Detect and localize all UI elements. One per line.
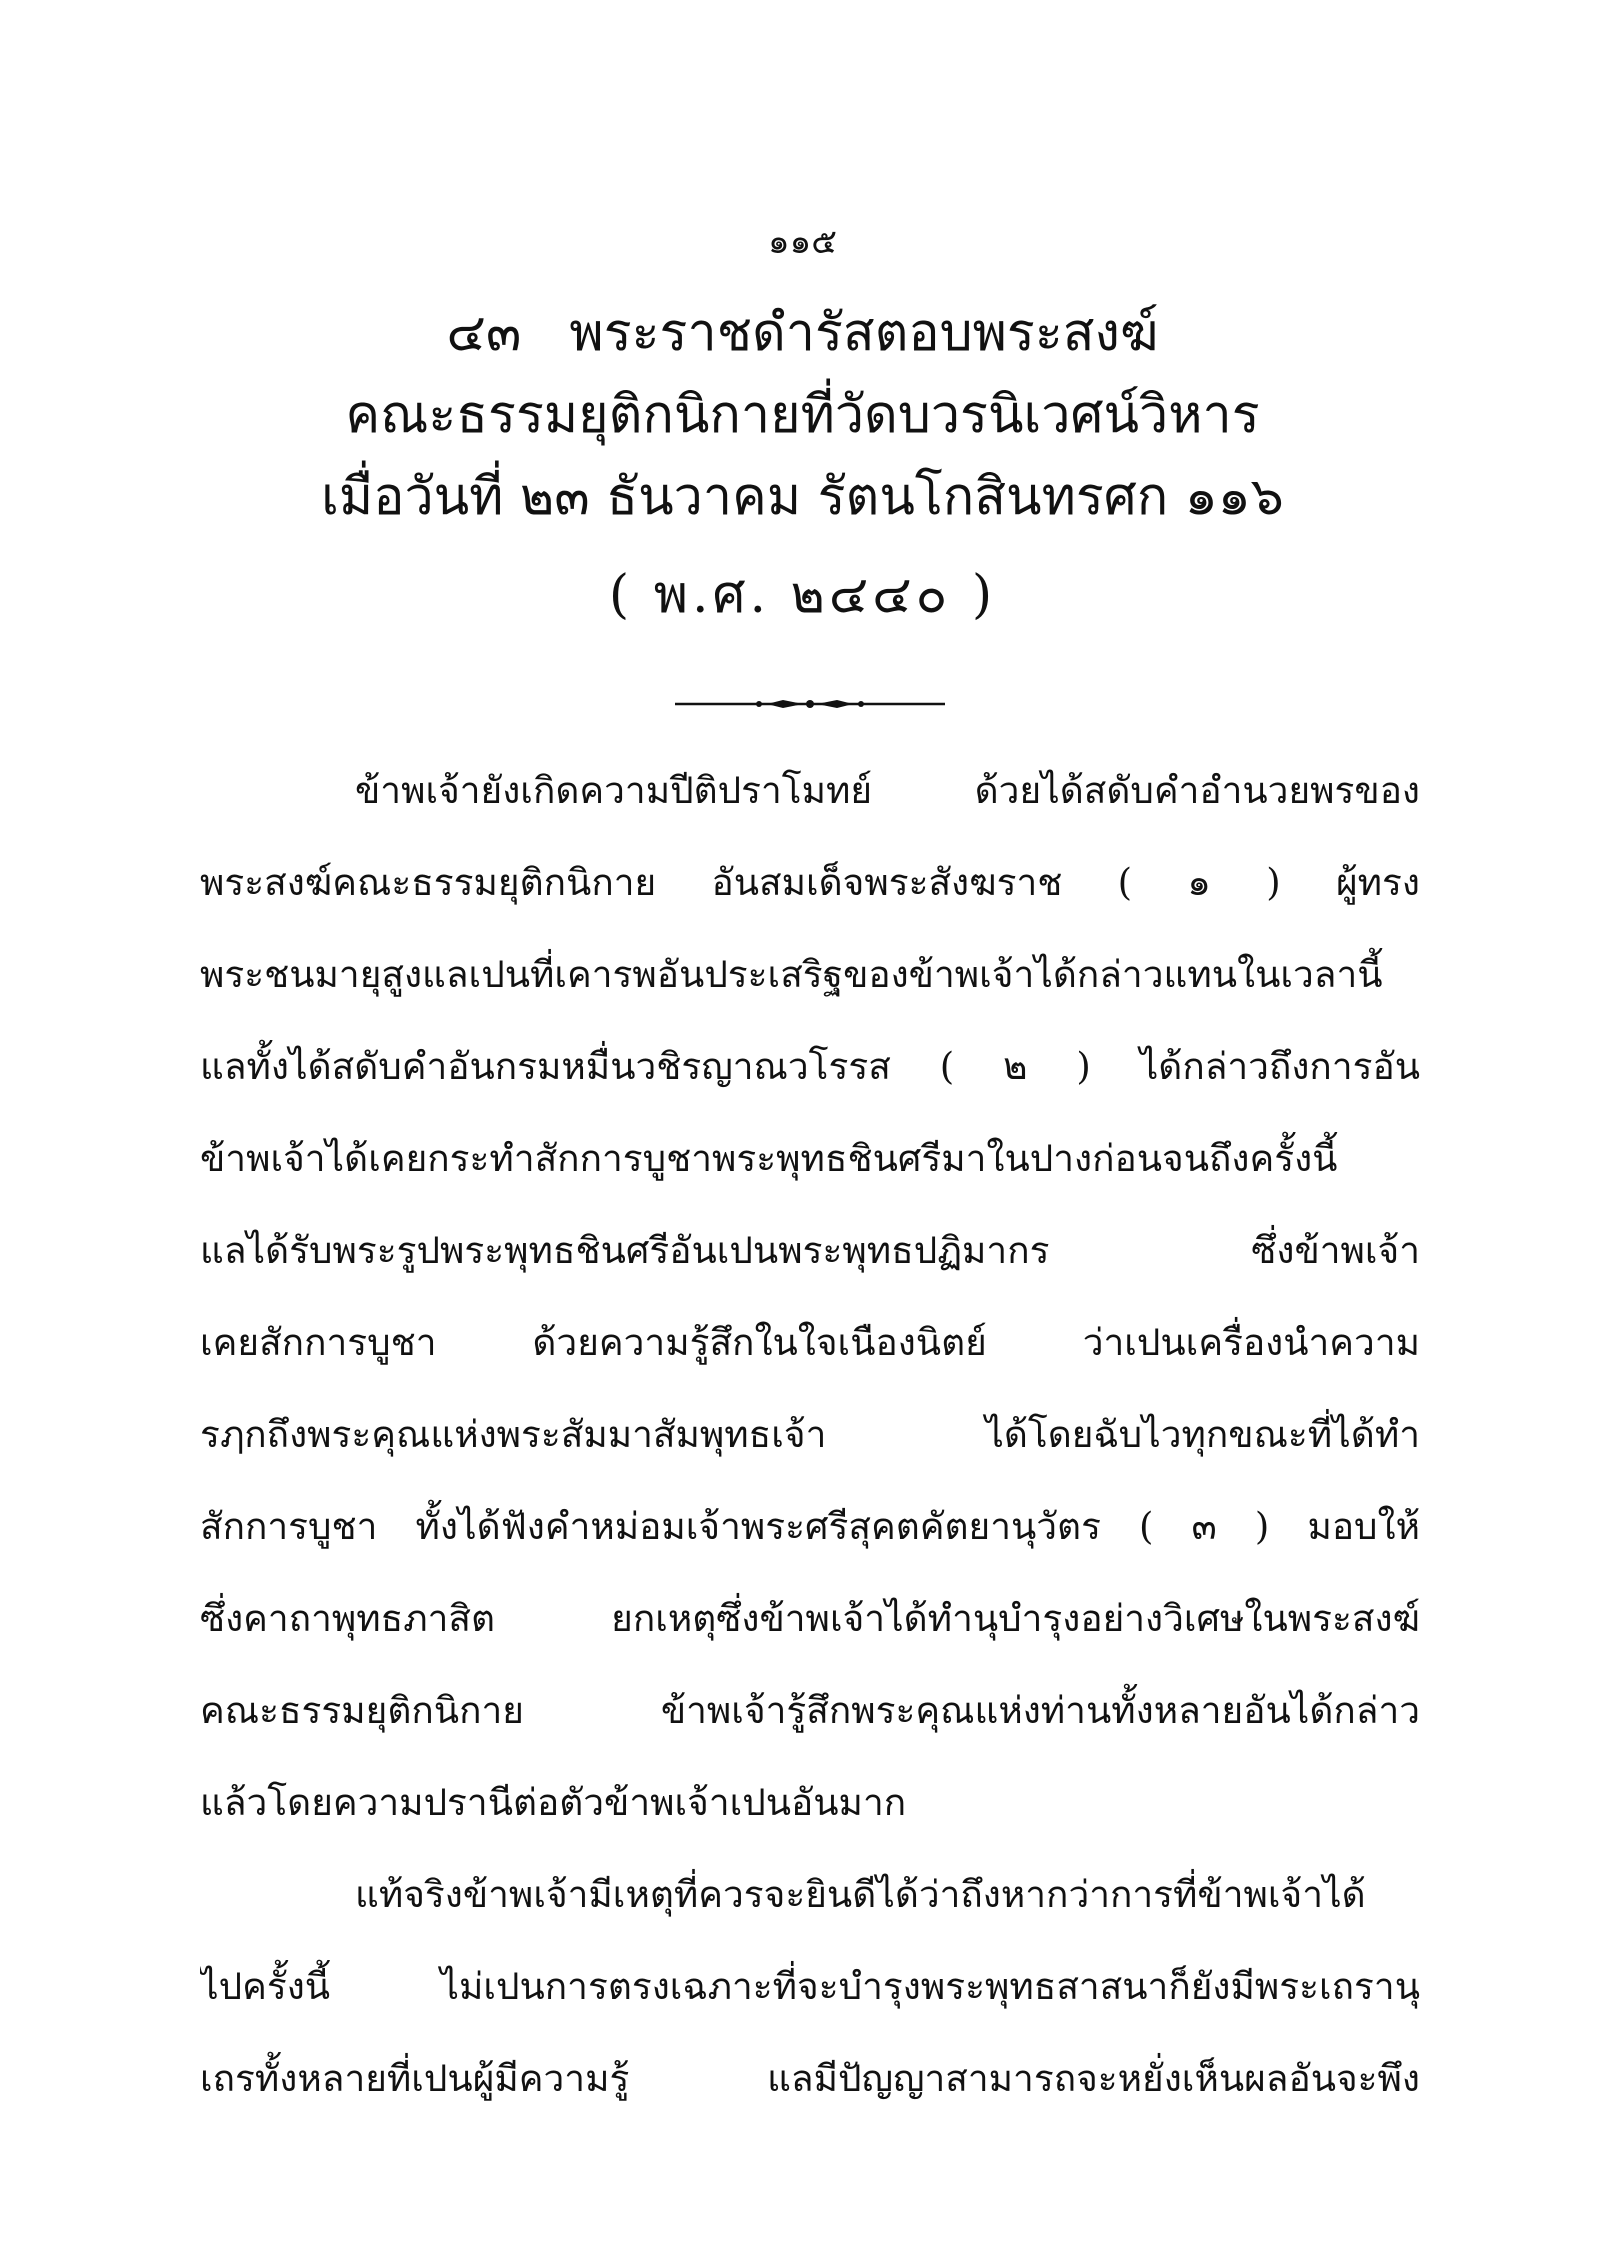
document-body xyxy=(200,745,1420,2125)
text-line: ซึ่งคาถาพุทธภาสิต ยกเหตุซึ่งข้าพเจ้าได้ทำนุบำรุงอย่างวิเศษในพระสงฆ์ xyxy=(200,1597,1420,1640)
heading-line-3: เมื่อวันที่ ๒๓ ธันวาคม รัตนโกสินทรศก ๑๑๖ xyxy=(321,467,1284,527)
ornament-divider xyxy=(675,692,945,716)
paragraph-1 xyxy=(200,745,1420,1849)
heading-year: ( พ.ศ. ๒๔๔๐ ) xyxy=(608,565,997,625)
page-number: ๑๑๕ xyxy=(768,222,837,262)
heading-line-2: คณะธรรมยุติกนิกายที่วัดบวรนิเวศน์วิหาร xyxy=(345,385,1260,445)
text-line: เถรทั้งหลายที่เปนผู้มีความรู้ แลมีปัญญาสามารถจะหยั่งเห็นผลอันจะพึง xyxy=(200,2057,1420,2100)
document-heading xyxy=(0,292,1605,636)
section-number: ๔๓ xyxy=(446,303,522,363)
text-line: เคยสักการบูชา ด้วยความรู้สึกในใจเนืองนิตย์ ว่าเปนเครื่องนำความ xyxy=(200,1321,1420,1364)
paragraph-2 xyxy=(200,1849,1420,2125)
text-line: ไปครั้งนี้ ไม่เปนการตรงเฉภาะที่จะบำรุงพระพุทธสาสนาก็ยังมีพระเถรานุ xyxy=(200,1965,1420,2008)
text-line: สักการบูชา ทั้งได้ฟังคำหม่อมเจ้าพระศรีสุคตคัตยานุวัตร ( ๓ ) มอบให้ xyxy=(200,1505,1420,1548)
text-line: ข้าพเจ้าได้เคยกระทำสักการบูชาพระพุทธชินศรีมาในปางก่อนจนถึงครั้งนี้ xyxy=(200,1137,1338,1180)
text-line: ข้าพเจ้ายังเกิดความปีติปราโมทย์ ด้วยได้สดับคำอำนวยพรของ xyxy=(355,769,1420,812)
text-line: คณะธรรมยุติกนิกาย ข้าพเจ้ารู้สึกพระคุณแห่งท่านทั้งหลายอันได้กล่าว xyxy=(200,1689,1420,1732)
text-line: พระชนมายุสูงแลเปนที่เคารพอันประเสริฐของข้าพเจ้าได้กล่าวแทนในเวลานี้ xyxy=(200,953,1383,996)
heading-line-1 xyxy=(0,292,1605,374)
text-line: รฦกถึงพระคุณแห่งพระสัมมาสัมพุทธเจ้า ได้โดยฉับไวทุกขณะที่ได้ทำ xyxy=(200,1413,1420,1456)
text-line: พระสงฆ์คณะธรรมยุติกนิกาย อันสมเด็จพระสังฆราช ( ๑ ) ผู้ทรง xyxy=(200,861,1420,904)
text-line: แล้วโดยความปรานีต่อตัวข้าพเจ้าเปนอันมาก xyxy=(200,1781,907,1824)
heading-title: พระราชดำรัสตอบพระสงฆ์ xyxy=(569,303,1159,363)
text-line: แลทั้งได้สดับคำอันกรมหมื่นวชิรญาณวโรรส ( ๒ ) ได้กล่าวถึงการอัน xyxy=(200,1045,1420,1088)
text-line: แท้จริงข้าพเจ้ามีเหตุที่ควรจะยินดีได้ว่าถึงหากว่าการที่ข้าพเจ้าได้ xyxy=(355,1873,1366,1916)
text-line: แลได้รับพระรูปพระพุทธชินศรีอันเปนพระพุทธปฏิมากร ซึ่งข้าพเจ้า xyxy=(200,1229,1420,1272)
